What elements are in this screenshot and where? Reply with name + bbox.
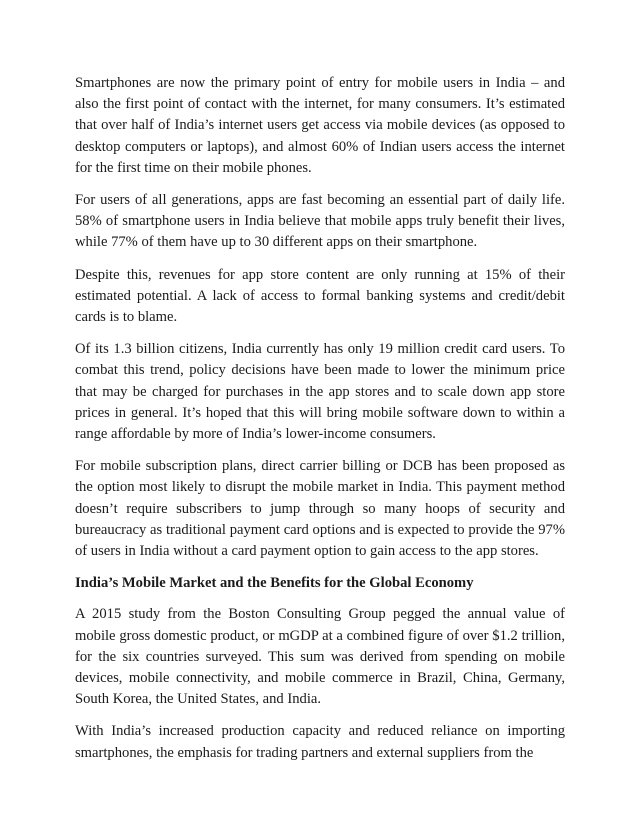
- section-heading: India’s Mobile Market and the Benefits for the Global Economy: [75, 575, 474, 592]
- paragraph-bcg-study: A 2015 study from the Boston Consulting Group pegged the annual value of mobile gross domestic product, or mGDP at a combined figure of over $1.2 trillion, for the six countries surveyed. This sum was derived from spending on mobile devices, mobile connectivity, and mobile commerce in Brazil, China, Germany, South Korea, the United States, and India.: [75, 606, 565, 708]
- paragraph-app-store-revenue: Despite this, revenues for app store content are only running at 15% of their estimated potential. A lack of access to formal banking systems and credit/debit cards is to blame.: [75, 266, 565, 326]
- paragraph-credit-card-users: Of its 1.3 billion citizens, India currently has only 19 million credit card users. To combat this trend, policy decisions have been made to lower the minimum price that may be charged for purchases in the app stores and to scale down app store prices in general. It’s hoped that this will bring mobile software down to within a range affordable by more of India’s lower-income consumers.: [75, 341, 565, 443]
- paragraph-smartphones-entry: Smartphones are now the primary point of entry for mobile users in India – and also the first point of contact with the internet, for many consumers. It’s estimated that over half of India’s internet users get access via mobile devices (as opposed to desktop computers or laptops), and almost 60% of Indian users access the internet for the first time on their mobile phones.: [75, 75, 565, 176]
- paragraph-apps-daily-life: For users of all generations, apps are fast becoming an essential part of daily life. 58% of smartphone users in India believe that mobile apps truly benefit their lives, while 77% of them have up to 30 different apps on their smartphone.: [75, 192, 565, 251]
- document-body: [75, 73, 565, 775]
- paragraph-production-capacity: With India’s increased production capacity and reduced reliance on importing smartphones, the emphasis for trading partners and external suppliers from the: [75, 723, 565, 761]
- paragraph-direct-carrier-billing: For mobile subscription plans, direct carrier billing or DCB has been proposed as the option most likely to disrupt the mobile market in India. This payment method doesn’t require subscribers to jump through so many hoops of security and bureaucracy as traditional payment card options and is expected to provide the 97% of users in India without a card payment option to gain access to the app stores.: [75, 458, 565, 560]
